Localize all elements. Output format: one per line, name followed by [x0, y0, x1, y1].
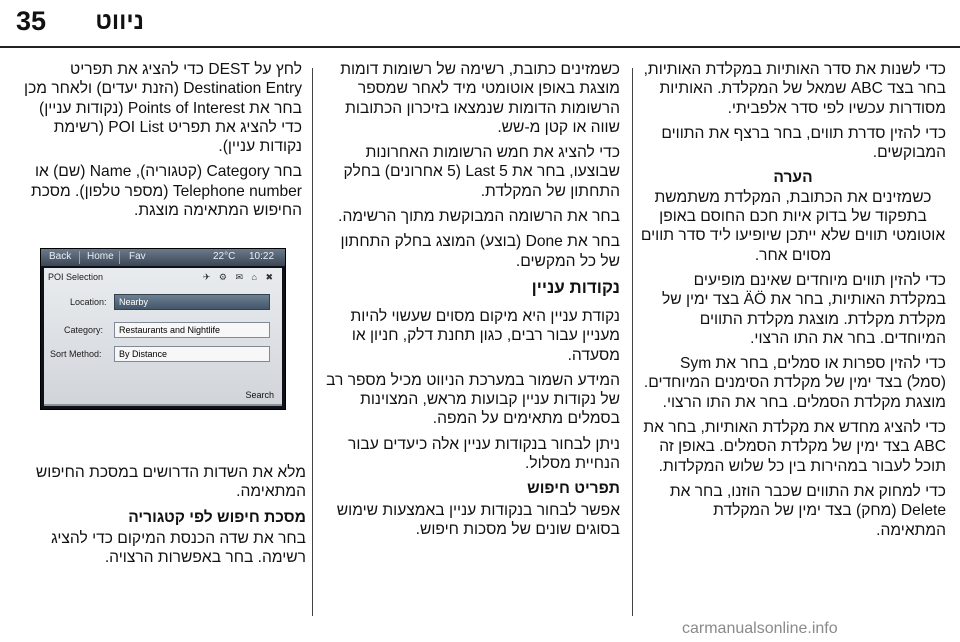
- paragraph-fill-fields: מלא את השדות הדרושים במסכת החיפוש המתאימה.: [35, 464, 306, 501]
- left-column-bottom: [16, 463, 306, 573]
- paragraph-abc-return: כדי להציג מחדש את מקלדת האותיות, בחר את ABC בצד ימין של מקלדת הסמלים. באופן זה תוכל לעבור במהירות בין כל שלוש המקלדות.: [643, 419, 946, 475]
- paragraph-dest: לחץ על DEST כדי להציג את תפריט Destination Entry (הזנת יעדים) ולאחר מכן בחר את Points of Interest (נקודות עניין) כדי להציג את תפריט POI List (רשימת נקודות עניין).: [24, 61, 302, 156]
- paragraph-poi-dest: ניתן לבחור בנקודות עניין אלה כיעדים עבור הנחיית מסלול.: [347, 435, 620, 473]
- column-divider-right: [632, 68, 633, 616]
- page-title: ניווט: [95, 8, 144, 35]
- paragraph-special-chars: כדי להזין תווים מיוחדים שאינם מופיעים במקלדת האותיות, בחר את ÄÖ בצד ימין של מקלדת מקלדת. מוצגת מקלדת התווים המיוחדים. בחר את התו הרצוי.: [661, 271, 946, 347]
- subheading-search-menu: תפריט חיפוש: [527, 480, 620, 498]
- column-divider-left: [312, 68, 313, 616]
- paragraph-delete: כדי למחוק את התווים שכבר הוזנו, בחר את Delete (מחק) בצד ימין של המקלדת המתאימה.: [669, 482, 946, 539]
- screen-sort-label: Sort Method:: [50, 349, 102, 359]
- screen-fav-button: Fav: [129, 251, 146, 262]
- screen-panel: [44, 268, 282, 406]
- paragraph-poi-stored: המידע השמור במערכת הניווט מכיל מספר רב של נקודות עניין קבועות מראש, המצוינות בסמלים מתאימים על המפה.: [326, 371, 620, 428]
- note-box: [640, 168, 946, 264]
- paragraph-abc-order: כדי לשנות את סדר האותיות במקלדת האותיות, בחר בצד ABC שמאל של המקלדת. האותיות מסודרות עכשיו לפי סדר אלפביתי.: [643, 61, 946, 117]
- paragraph-select-entry: בחר את הרשומה המבוקשת מתוך הרשימה.: [338, 208, 620, 226]
- screen-top-bar: [41, 249, 285, 266]
- screenshot-poi-selection: [40, 248, 286, 410]
- screen-footer-line: [44, 404, 282, 406]
- watermark: carmanualsonline.info: [682, 620, 838, 637]
- screen-location-label: Location:: [70, 297, 107, 307]
- screen-back-button: Back: [49, 251, 72, 262]
- paragraph-category-search: בחר את שדה הכנסת המיקום כדי להציג רשימה. בחר באפשרות הרצויה.: [51, 529, 306, 567]
- header-rule: [0, 46, 960, 48]
- screen-home-button: Home: [87, 251, 114, 262]
- note-title: הערה: [773, 169, 813, 187]
- screen-status-icons: ✈ ⚙ ✉ ⌂ ✖: [202, 272, 276, 282]
- note-text: כשמזינים את הכתובת, המקלדת משתמשת בתפקוד של בדוק איות חכם החוסם באופן אוטומטי תווים שלא ייתכן שיופיעו ליד סדר תווים מסוים אחר.: [640, 188, 946, 264]
- paragraph-last5: כדי להציג את חמש הרשומות האחרונות שבוצעו, בחר את Last 5 (5 אחרונים) בחלק התחתון של המקלדת.: [343, 144, 620, 200]
- paragraph-enter-chars: כדי להזין סדרת תווים, בחר ברצף את התווים המבוקשים.: [661, 124, 946, 162]
- screen-search-button: Search: [245, 390, 274, 400]
- screen-sort-field: By Distance: [114, 346, 270, 362]
- screen-category-field: Restaurants and Nightlife: [114, 322, 270, 338]
- screen-bar-divider: [79, 251, 80, 264]
- screen-bar-divider: [119, 251, 120, 264]
- screen-title: POI Selection: [48, 272, 104, 282]
- subheading-category-search: מסכת חיפוש לפי קטגוריה: [128, 508, 306, 526]
- paragraph-category: בחר Category (קטגוריה), Name (שם) או Telephone number (מספר טלפון). מסכת החיפוש המתאימה מוצגת.: [30, 163, 302, 220]
- paragraph-done: בחר את Done (בוצע) המוצג בחלק התחתון של כל המקשים.: [340, 233, 620, 270]
- paragraph-auto-list: כשמזינים כתובת, רשימה של רשומות דומות מוצגת באופן אוטומטי מיד לאחר שמספר הרשומות הדומות שנמצאו בזיכרון הכתובות שווה או קטן מ-שש.: [340, 61, 620, 136]
- screen-clock: 10:22: [249, 251, 275, 262]
- right-column: [640, 60, 946, 546]
- paragraph-sym: כדי להזין ספרות או סמלים, בחר את Sym (סמל) בצד ימין של מקלדת הסימנים המיוחדים. מוצגת מקלדת הסמלים. בחר את התו הרצוי.: [643, 355, 946, 411]
- screen-temperature: 22°C: [213, 251, 236, 262]
- middle-column: [320, 60, 620, 545]
- screen-location-field: Nearby: [114, 294, 270, 310]
- screen-category-label: Category:: [64, 325, 104, 335]
- page-number: 35: [16, 6, 47, 36]
- left-column: [14, 60, 302, 226]
- paragraph-search-menu: אפשר לבחור בנקודות עניין באמצעות שימוש בסוגים שונים של מסכות חיפוש.: [336, 501, 620, 538]
- paragraph-poi-def: נקודת עניין היא מיקום מסוים שעשוי להיות מעניין עבור רבים, כגון תחנת דלק, חניון או מסעדה.: [350, 307, 620, 364]
- section-heading-poi: נקודות עניין: [531, 277, 620, 297]
